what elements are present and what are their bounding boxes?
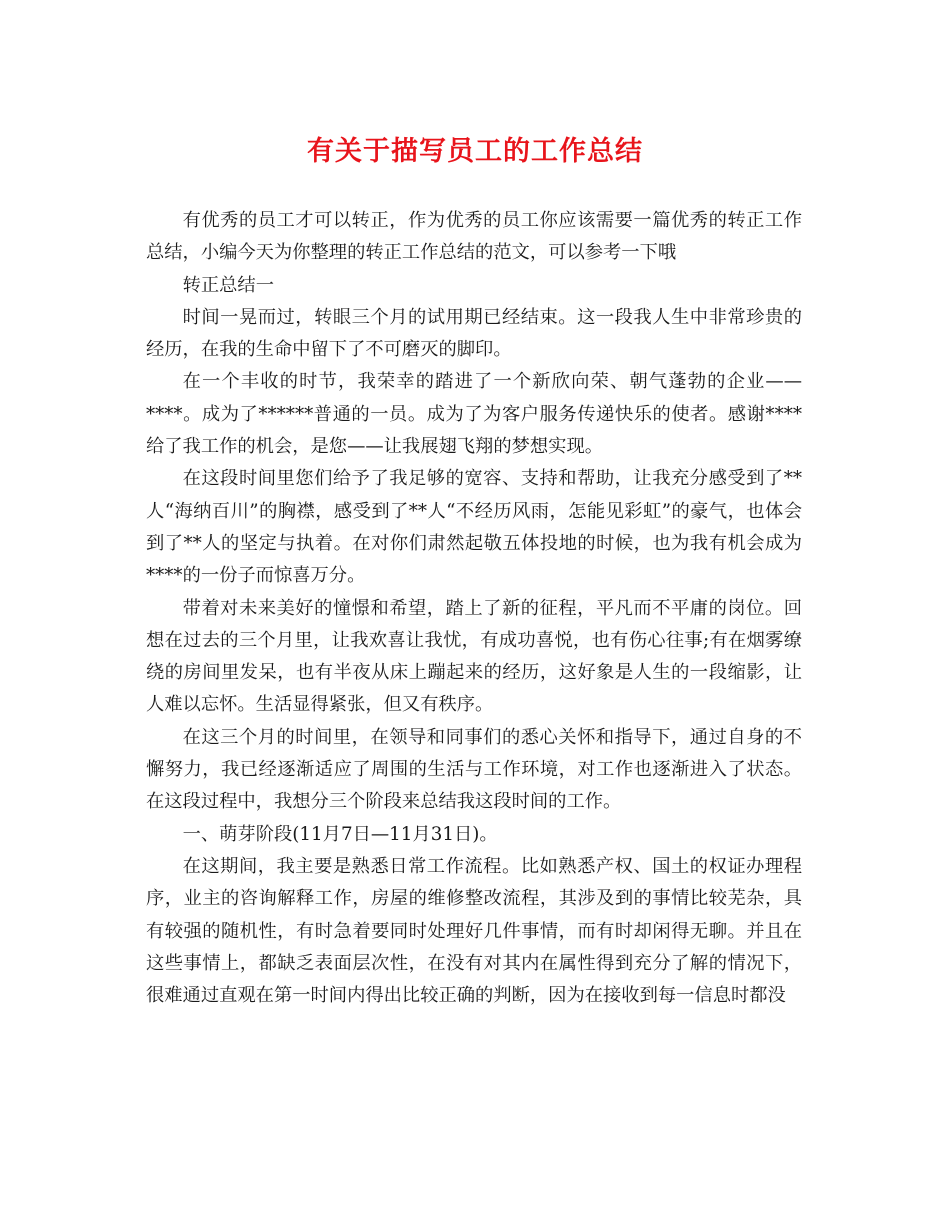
paragraph-intro: 有优秀的员工才可以转正，作为优秀的员工你应该需要一篇优秀的转正工作总结，小编今天为你整理的转正工作总结的范文，可以参考一下哦	[146, 210, 802, 264]
paragraph: 在这段时间里您们给予了我足够的宽容、支持和帮助，让我充分感受到了**人“海纳百川”的胸襟，感受到了**人“不经历风雨，怎能见彩虹”的豪气，也体会到了**人的坚定与执着。在对你们肃然起敬五体投地的时候，也为我有机会成为****的一份子而惊喜万分。	[146, 468, 802, 587]
document-body	[146, 205, 802, 1012]
paragraph-stage-heading: 一、萌芽阶段(11月7日—11月31日)。	[182, 823, 498, 845]
paragraph-section-heading: 转正总结一	[182, 274, 274, 296]
paragraph: 在一个丰收的时节，我荣幸的踏进了一个新欣向荣、朝气蓬勃的企业——****。成为了******普通的一员。成为了为客户服务传递快乐的使者。感谢****给了我工作的机会，是您——让我展翅飞翔的梦想实现。	[146, 371, 802, 458]
paragraph: 时间一晃而过，转眼三个月的试用期已经结束。这一段我人生中非常珍贵的经历，在我的生命中留下了不可磨灭的脚印。	[146, 306, 802, 361]
paragraph: 带着对未来美好的憧憬和希望，踏上了新的征程，平凡而不平庸的岗位。回想在过去的三个月里，让我欢喜让我忧，有成功喜悦，也有伤心往事;有在烟雾缭绕的房间里发呆，也有半夜从床上蹦起来的经历，这好象是人生的一段缩影，让人难以忘怀。生活显得紧张，但又有秩序。	[146, 597, 802, 716]
document-title: 有关于描写员工的工作总结	[307, 136, 643, 167]
paragraph: 在这三个月的时间里，在领导和同事们的悉心关怀和指导下，通过自身的不懈努力，我已经逐渐适应了周围的生活与工作环境，对工作也逐渐进入了状态。在这段过程中，我想分三个阶段来总结我这段时间的工作。	[146, 726, 802, 813]
paragraph: 在这期间，我主要是熟悉日常工作流程。比如熟悉产权、国土的权证办理程序，业主的咨询解释工作，房屋的维修整改流程，其涉及到的事情比较芜杂，具有较强的随机性，有时急着要同时处理好几件事情，而有时却闲得无聊。并且在这些事情上，都缺乏表面层次性，在没有对其内在属性得到充分了解的情况下，很难通过直观在第一时间内得出比较正确的判断，因为在接收到每一信息时都没	[146, 855, 802, 1007]
